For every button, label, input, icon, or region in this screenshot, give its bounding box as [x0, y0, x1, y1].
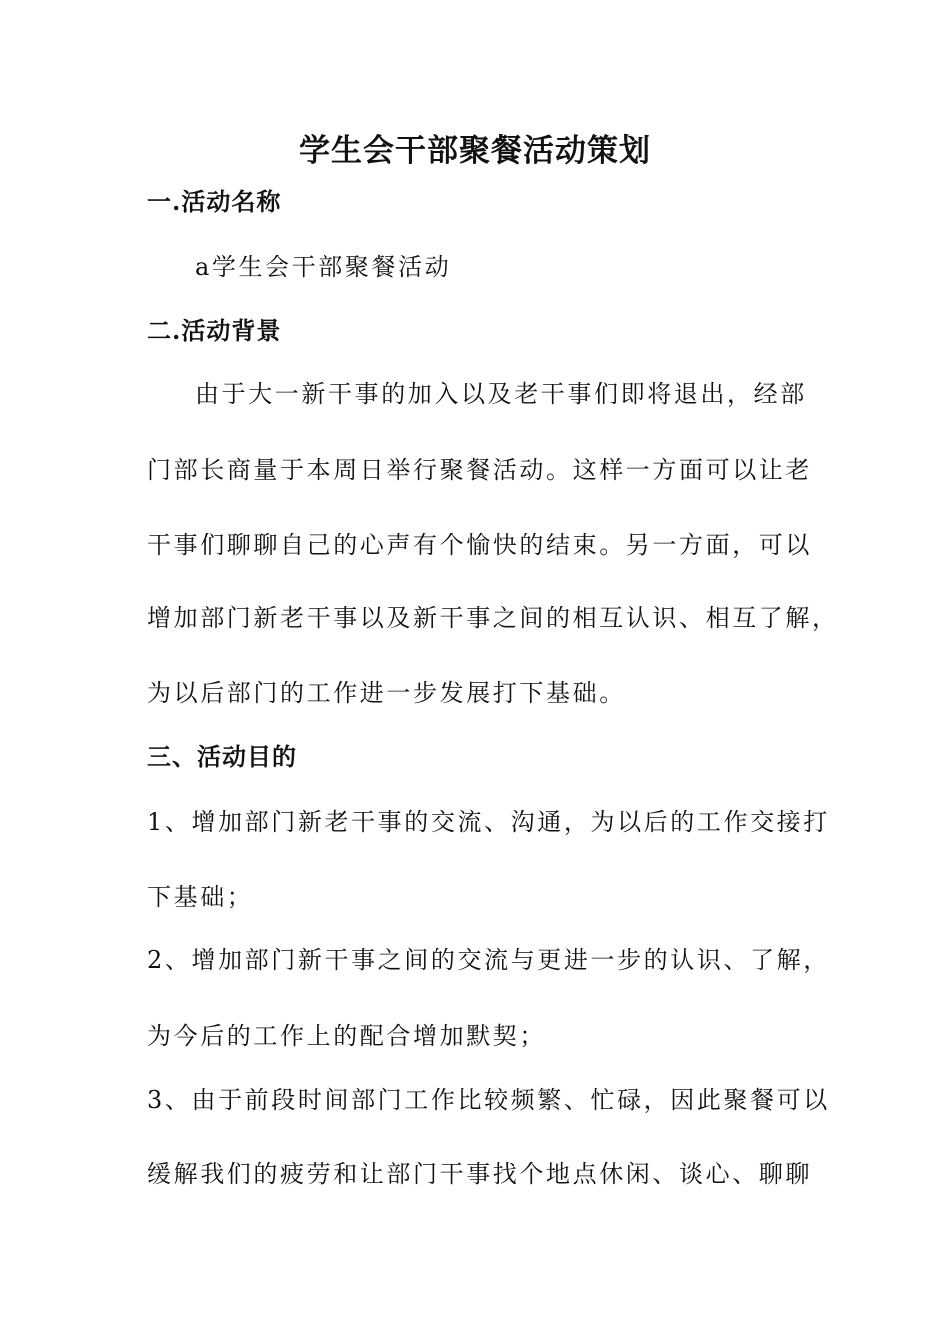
list-item-line: 3、由于前段时间部门工作比较频繁、忙碌，因此聚餐可以: [147, 1086, 830, 1114]
paragraph-line: 增加部门新老干事以及新干事之间的相互认识、相互了解，: [147, 604, 839, 632]
list-item-line: 1、增加部门新老干事的交流、沟通，为以后的工作交接打: [147, 808, 830, 836]
paragraph-line: a学生会干部聚餐活动: [195, 253, 452, 281]
document-title: 学生会干部聚餐活动策划: [299, 133, 651, 169]
list-item-line: 2、增加部门新干事之间的交流与更进一步的认识、了解，: [147, 946, 830, 974]
paragraph-line: 门部长商量于本周日举行聚餐活动。这样一方面可以让老: [147, 456, 812, 484]
section-heading-activity-background: 二.活动背景: [147, 316, 282, 345]
paragraph-line: 干事们聊聊自己的心声有个愉快的结束。另一方面，可以: [147, 531, 812, 559]
section-heading-activity-name: 一.活动名称: [147, 187, 282, 216]
list-item-line: 下基础；: [147, 883, 254, 911]
paragraph-line: 由于大一新干事的加入以及老干事们即将退出，经部: [195, 380, 807, 408]
list-item-line: 为今后的工作上的配合增加默契；: [147, 1022, 546, 1050]
list-item-line: 缓解我们的疲劳和让部门干事找个地点休闲、谈心、聊聊: [147, 1160, 812, 1188]
paragraph-line: 为以后部门的工作进一步发展打下基础。: [147, 679, 626, 707]
section-heading-activity-purpose: 三、活动目的: [147, 742, 297, 771]
